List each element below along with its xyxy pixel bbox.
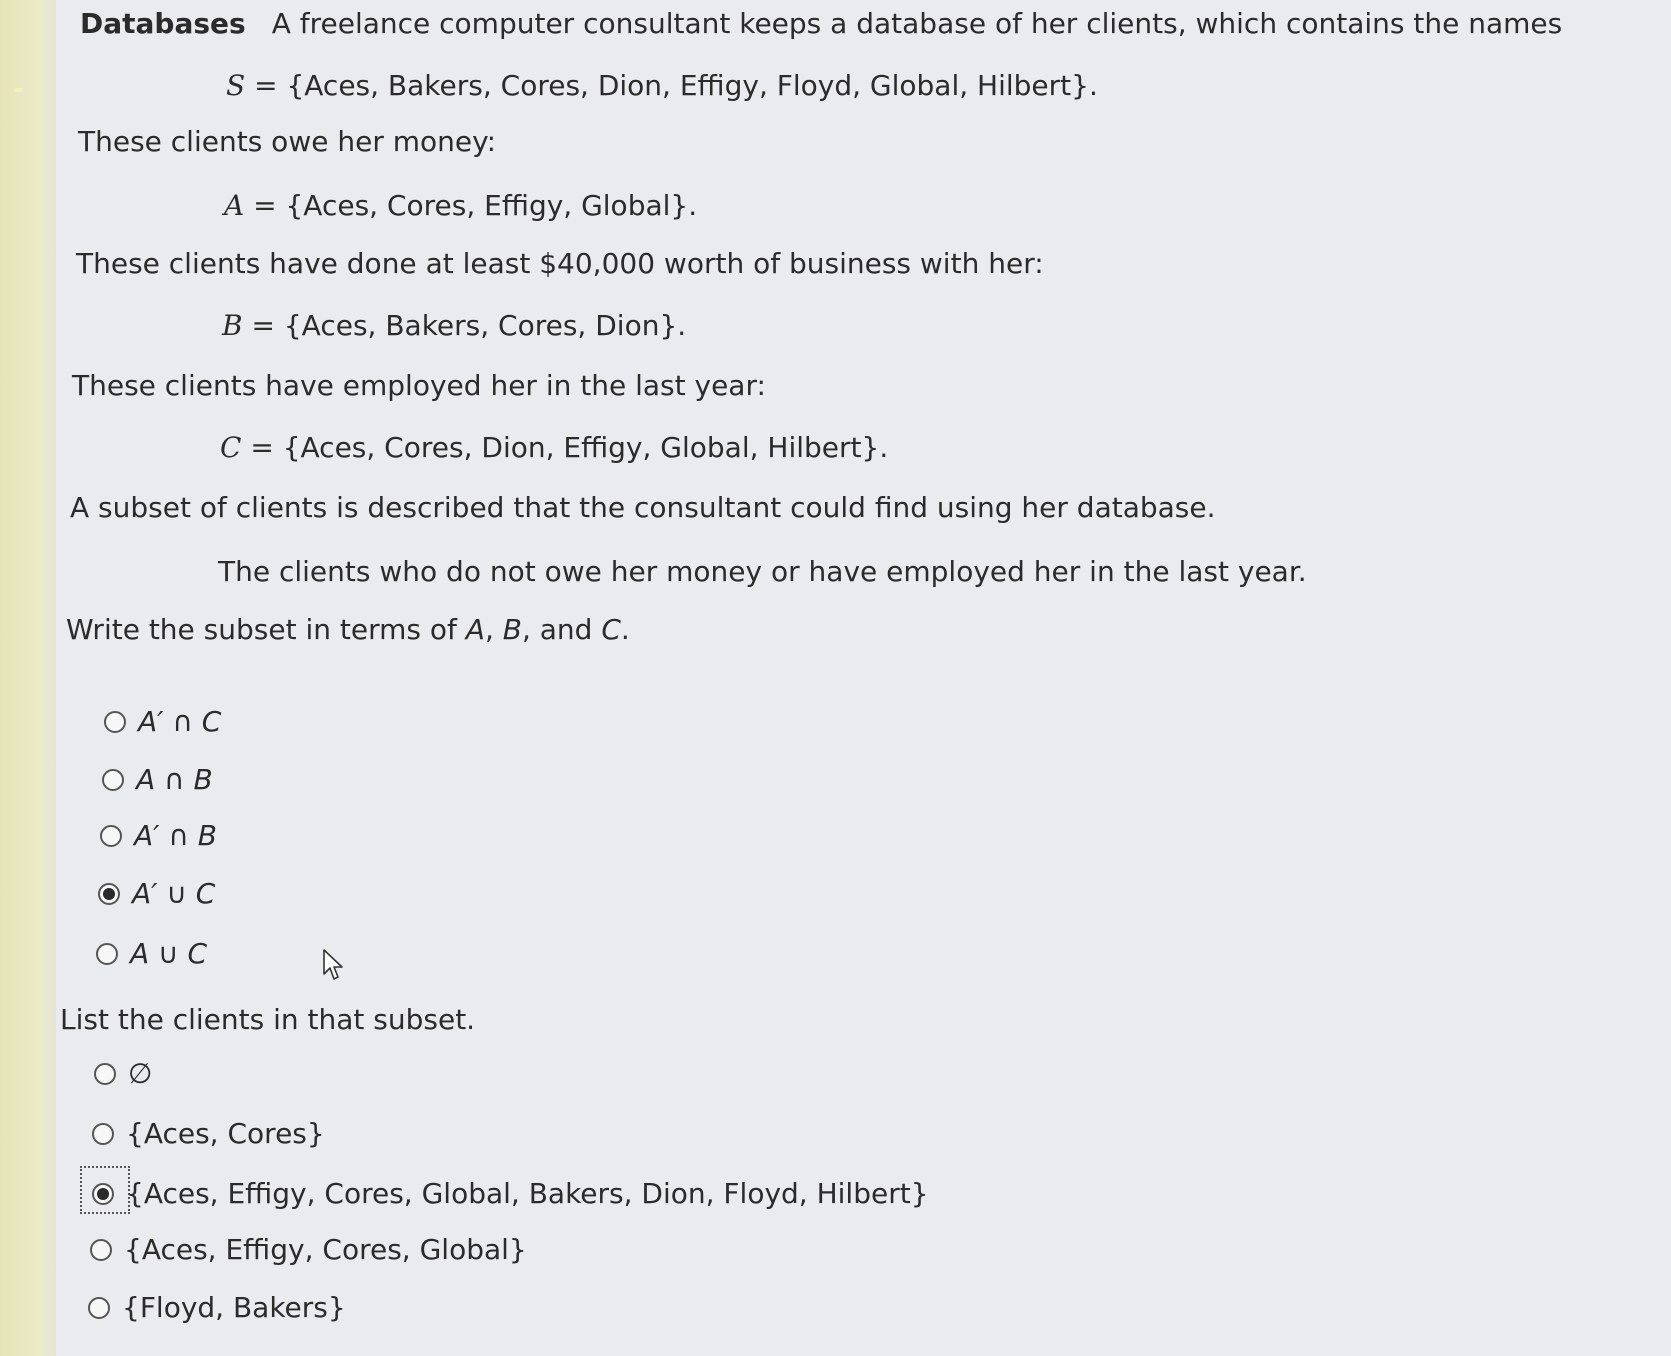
set-a-description: These clients owe her money: xyxy=(78,125,497,158)
q1-var-b: B xyxy=(502,613,522,646)
set-s-elements: = {Aces, Bakers, Cores, Dion, Effigy, Floyd, Global, Hilbert}. xyxy=(245,69,1098,102)
radio-icon[interactable] xyxy=(102,769,124,791)
mouse-cursor-icon xyxy=(322,948,348,982)
q2-option-3[interactable] xyxy=(92,1176,929,1212)
q2-option-2[interactable] xyxy=(92,1116,325,1152)
subset-intro: A subset of clients is described that the consultant could find using her database. xyxy=(70,491,1216,524)
q1-var-c: C xyxy=(601,613,621,646)
radio-icon[interactable] xyxy=(96,943,118,965)
q1-option-5-label: A ∪ C xyxy=(130,937,207,970)
q1-prefix: Write the subset in terms of xyxy=(66,613,466,646)
set-s-definition xyxy=(226,68,1098,104)
set-a-definition xyxy=(224,188,697,224)
radio-icon[interactable] xyxy=(90,1239,112,1261)
q2-option-1-label: ∅ xyxy=(128,1057,153,1090)
q2-option-1[interactable] xyxy=(94,1056,152,1092)
set-c-definition xyxy=(220,430,888,466)
q1-sep-2: , and xyxy=(521,613,602,646)
q1-option-1[interactable] xyxy=(104,704,221,740)
set-b-description: These clients have done at least $40,000 worth of business with her: xyxy=(76,247,1044,280)
radio-selected-icon[interactable] xyxy=(92,1183,114,1205)
set-c-elements: = {Aces, Cores, Dion, Effigy, Global, Hilbert}. xyxy=(241,431,889,464)
radio-icon[interactable] xyxy=(94,1063,116,1085)
set-b-definition xyxy=(222,308,686,344)
q1-option-3[interactable] xyxy=(100,818,217,854)
set-c-symbol: C xyxy=(220,431,242,464)
radio-selected-icon[interactable] xyxy=(98,883,120,905)
q2-option-4-label: {Aces, Effigy, Cores, Global} xyxy=(124,1233,527,1266)
q1-option-5[interactable] xyxy=(96,936,207,972)
question-2-prompt: List the clients in that subset. xyxy=(60,1003,476,1036)
q2-option-5[interactable] xyxy=(88,1290,346,1326)
q1-option-2[interactable] xyxy=(102,762,213,798)
radio-icon[interactable] xyxy=(92,1123,114,1145)
q2-option-2-label: {Aces, Cores} xyxy=(126,1117,325,1150)
q1-sep-1: , xyxy=(484,613,503,646)
set-s-symbol: S xyxy=(226,69,246,102)
intro-line xyxy=(80,6,1562,42)
q1-option-1-label: A′ ∩ C xyxy=(138,705,222,738)
q1-suffix: . xyxy=(620,613,630,646)
q1-option-4-label: A′ ∪ C xyxy=(132,877,216,910)
q2-option-3-label: {Aces, Effigy, Cores, Global, Bakers, Dion, Floyd, Hilbert} xyxy=(126,1177,929,1210)
q2-option-5-label: {Floyd, Bakers} xyxy=(122,1291,346,1324)
subset-description: The clients who do not owe her money or have employed her in the last year. xyxy=(218,555,1307,588)
radio-icon[interactable] xyxy=(100,825,122,847)
set-a-symbol: A xyxy=(224,189,245,222)
q2-option-4[interactable] xyxy=(90,1232,527,1268)
question-title: Databases xyxy=(80,7,246,40)
q1-option-3-label: A′ ∩ B xyxy=(134,819,218,852)
set-c-description: These clients have employed her in the last year: xyxy=(72,369,766,402)
q1-var-a: A xyxy=(465,613,485,646)
q1-option-2-label: A ∩ B xyxy=(136,763,213,796)
set-b-elements: = {Aces, Bakers, Cores, Dion}. xyxy=(242,309,687,342)
radio-icon[interactable] xyxy=(104,711,126,733)
intro-text: A freelance computer consultant keeps a database of her clients, which contains the names xyxy=(271,7,1563,40)
question-1-prompt xyxy=(66,612,630,648)
set-a-elements: = {Aces, Cores, Effigy, Global}. xyxy=(244,189,698,222)
q1-option-4[interactable] xyxy=(98,876,215,912)
set-b-symbol: B xyxy=(222,309,243,342)
radio-icon[interactable] xyxy=(88,1297,110,1319)
